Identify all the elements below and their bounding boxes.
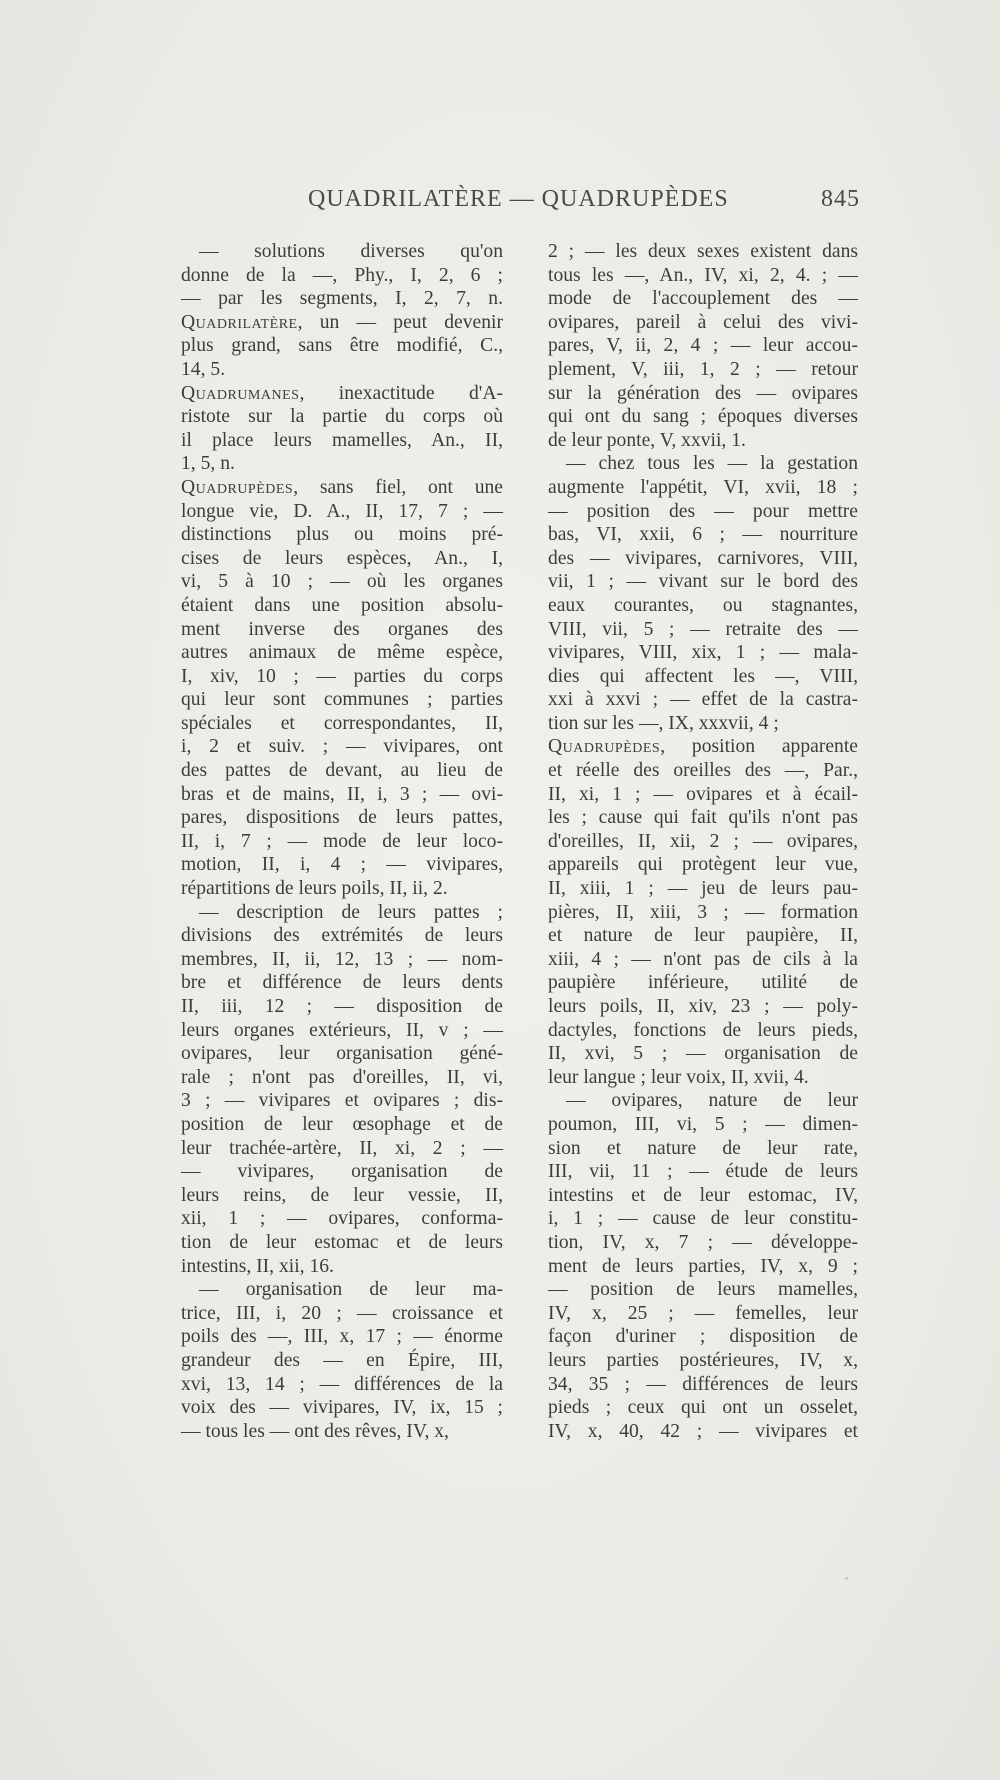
index-line: 2 ; — les deux sexes existent dans	[548, 241, 858, 262]
index-line: poils des —, III, x, 17 ; — énorme	[181, 1326, 503, 1348]
index-line: Quadrumanes, inexactitude d'A-	[181, 382, 503, 404]
index-line: bas, VI, xxii, 6 ; — nourriture	[548, 524, 858, 546]
index-headword: Quadrupèdes	[181, 476, 294, 498]
index-line: — position des — pour mettre	[548, 500, 858, 522]
index-line: ovipares, pareil à celui des vivi-	[548, 311, 858, 333]
index-line: — organisation de leur ma-	[199, 1279, 503, 1301]
index-headword: Quadrupèdes	[548, 736, 661, 758]
index-line: trice, III, i, 20 ; — croissance et	[181, 1302, 503, 1324]
index-line: cises de leurs espèces, An., I,	[181, 547, 503, 569]
paper-speck	[845, 1577, 848, 1580]
index-column-right	[548, 240, 858, 1443]
index-line: des pattes de devant, au lieu de	[181, 760, 503, 782]
index-line: — ovipares, nature de leur	[566, 1090, 858, 1112]
page-number: 845	[821, 186, 860, 212]
index-line: divisions des extrémités de leurs	[181, 925, 503, 947]
index-line: ovipares, leur organisation géné-	[181, 1043, 503, 1065]
index-line: Quadrilatère, un — peut devenir	[181, 311, 503, 333]
index-line: vi, 5 à 10 ; — où les organes	[181, 571, 503, 593]
index-line: — tous les — ont des rêves, IV, x,	[181, 1420, 449, 1442]
index-line: répartitions de leurs poils, II, ii, 2.	[181, 878, 448, 900]
index-line: plus grand, sans être modifié, C.,	[181, 335, 503, 357]
index-line: intestins, II, xii, 16.	[181, 1255, 334, 1277]
index-line: qui leur sont communes ; parties	[181, 689, 503, 711]
index-line: appareils qui protègent leur vue,	[548, 854, 858, 876]
index-line: tion sur les —, IX, xxxvii, 4 ;	[548, 712, 779, 734]
index-line: IV, x, 25 ; — femelles, leur	[548, 1302, 858, 1324]
index-line: 3 ; — vivipares et ovipares ; dis-	[181, 1090, 503, 1112]
index-line: 1, 5, n.	[181, 453, 235, 475]
index-line: grandeur des — en Épire, III,	[181, 1349, 503, 1371]
index-line: pières, II, xiii, 3 ; — formation	[548, 901, 858, 923]
index-line: tous les —, An., IV, xi, 2, 4. ; —	[548, 264, 858, 286]
index-line: longue vie, D. A., II, 17, 7 ; —	[181, 500, 503, 522]
index-line: pares, dispositions de leurs pattes,	[181, 807, 503, 829]
index-line: leurs poils, II, xiv, 23 ; — poly-	[548, 996, 858, 1017]
index-line: ristote sur la partie du corps où	[181, 406, 503, 428]
index-line: III, vii, 11 ; — étude de leurs	[548, 1161, 858, 1183]
index-line: — solutions diverses qu'on	[199, 241, 503, 262]
index-line: et nature de leur paupière, II,	[548, 925, 858, 947]
index-line: leurs organes extérieurs, II, v ; —	[181, 1019, 503, 1041]
index-line: II, xi, 1 ; — ovipares et à écail-	[548, 783, 858, 805]
index-line: pares, V, ii, 2, 4 ; — leur accou-	[548, 335, 858, 357]
index-column-left	[181, 240, 503, 1443]
index-line: II, xvi, 5 ; — organisation de	[548, 1043, 858, 1065]
index-line: xii, 1 ; — ovipares, conforma-	[181, 1208, 503, 1230]
index-line: tion, IV, x, 7 ; — développe-	[548, 1231, 858, 1253]
index-line: bre et différence de leurs dents	[181, 972, 503, 994]
index-line: sion et nature de leur rate,	[548, 1137, 858, 1159]
index-line: tion de leur estomac et de leurs	[181, 1231, 503, 1253]
index-line: II, iii, 12 ; — disposition de	[181, 996, 503, 1017]
index-line: — vivipares, organisation de	[181, 1161, 503, 1183]
index-line: plement, V, iii, 1, 2 ; — retour	[548, 358, 858, 380]
index-line: ment inverse des organes des	[181, 618, 503, 640]
index-headword: Quadrumanes	[181, 382, 300, 404]
index-line: — chez tous les — la gestation	[566, 453, 858, 475]
index-line: 14, 5.	[181, 358, 226, 380]
index-line: qui ont du sang ; époques diverses	[548, 406, 858, 428]
running-title: QUADRILATÈRE — QUADRUPÈDES	[308, 186, 729, 212]
index-line: distinctions plus ou moins pré-	[181, 524, 503, 546]
index-line: VIII, vii, 5 ; — retraite des —	[548, 618, 858, 640]
index-line: spéciales et correspondantes, II,	[181, 712, 503, 734]
index-headword: Quadrilatère	[181, 311, 298, 333]
index-line: Quadrupèdes, position apparente	[548, 736, 858, 758]
index-line: II, i, 7 ; — mode de leur loco-	[181, 830, 503, 852]
index-line: eaux courantes, ou stagnantes,	[548, 594, 858, 616]
index-line: dies qui affectent les —, VIII,	[548, 665, 858, 687]
index-line: pieds ; ceux qui ont un osselet,	[548, 1397, 858, 1419]
index-line: membres, II, ii, 12, 13 ; — nom-	[181, 948, 503, 970]
index-line: augmente l'appétit, VI, xvii, 18 ;	[548, 476, 858, 498]
index-line: leur trachée-artère, II, xi, 2 ; —	[181, 1137, 503, 1159]
index-line: leurs parties postérieures, IV, x,	[548, 1349, 858, 1371]
index-line: i, 1 ; — cause de leur constitu-	[548, 1208, 858, 1230]
index-line: xiii, 4 ; — n'ont pas de cils à la	[548, 948, 858, 970]
index-line: leur langue ; leur voix, II, xvii, 4.	[548, 1066, 809, 1088]
index-line: donne de la —, Phy., I, 2, 6 ;	[181, 264, 503, 286]
index-line: les ; cause qui fait qu'ils n'ont pas	[548, 807, 858, 829]
index-line: d'oreilles, II, xii, 2 ; — ovipares,	[548, 830, 858, 852]
index-line: 34, 35 ; — différences de leurs	[548, 1373, 858, 1395]
index-line: intestins et de leur estomac, IV,	[548, 1184, 858, 1206]
index-line: rale ; n'ont pas d'oreilles, II, vi,	[181, 1066, 503, 1088]
index-line: I, xiv, 10 ; — parties du corps	[181, 665, 503, 687]
index-line: — par les segments, I, 2, 7, n.	[181, 288, 503, 310]
index-line: voix des — vivipares, IV, ix, 15 ;	[181, 1397, 503, 1419]
index-line: paupière inférieure, utilité de	[548, 972, 858, 994]
index-line: autres animaux de même espèce,	[181, 642, 503, 664]
index-line: vii, 1 ; — vivant sur le bord des	[548, 571, 858, 593]
index-line: mode de l'accouplement des —	[548, 288, 858, 310]
index-line: xxi à xxvi ; — effet de la castra-	[548, 689, 858, 711]
index-line: dactyles, fonctions de leurs pieds,	[548, 1019, 858, 1041]
index-line: ment de leurs parties, IV, x, 9 ;	[548, 1255, 858, 1277]
index-line: il place leurs mamelles, An., II,	[181, 429, 503, 451]
index-line: II, xiii, 1 ; — jeu de leurs pau-	[548, 878, 858, 900]
index-line: position de leur œsophage et de	[181, 1113, 503, 1135]
index-line: étaient dans une position absolu-	[181, 594, 503, 616]
index-line: leurs reins, de leur vessie, II,	[181, 1184, 503, 1206]
index-line: IV, x, 40, 42 ; — vivipares et	[548, 1420, 858, 1442]
index-line: xvi, 13, 14 ; — différences de la	[181, 1373, 503, 1395]
index-line: poumon, III, vi, 5 ; — dimen-	[548, 1113, 858, 1135]
index-line: — position de leurs mamelles,	[548, 1279, 858, 1301]
index-line: et réelle des oreilles des —, Par.,	[548, 760, 858, 782]
index-line: vivipares, VIII, xix, 1 ; — mala-	[548, 642, 858, 664]
index-line: bras et de mains, II, i, 3 ; — ovi-	[181, 783, 503, 805]
index-line: i, 2 et suiv. ; — vivipares, ont	[181, 736, 503, 758]
index-line: sur la génération des — ovipares	[548, 382, 858, 404]
index-line: des — vivipares, carnivores, VIII,	[548, 547, 858, 569]
index-line: — description de leurs pattes ;	[199, 901, 503, 923]
index-line: motion, II, i, 4 ; — vivipares,	[181, 854, 503, 876]
index-line: façon d'uriner ; disposition de	[548, 1326, 858, 1348]
index-line: Quadrupèdes, sans fiel, ont une	[181, 476, 503, 498]
index-line: de leur ponte, V, xxvii, 1.	[548, 429, 746, 451]
